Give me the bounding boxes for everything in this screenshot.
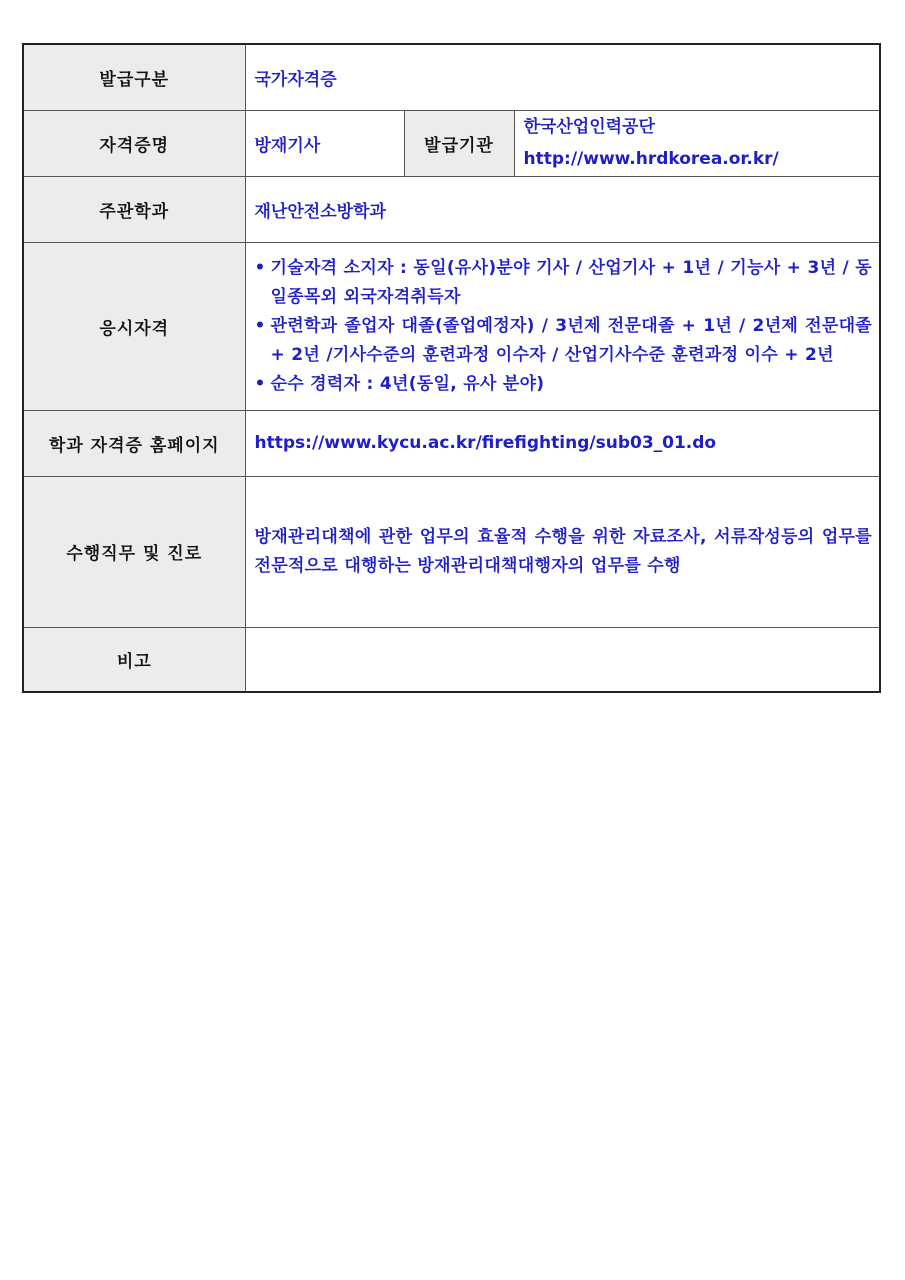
row-eligibility xyxy=(23,242,880,410)
department-label: 주관학과 xyxy=(23,176,245,242)
issuer-name: 한국산업인력공단 xyxy=(523,117,655,137)
issue-type-label: 발급구분 xyxy=(23,44,245,110)
issue-type-value: 국가자격증 xyxy=(245,44,880,110)
eligibility-item xyxy=(255,312,873,370)
department-value: 재난안전소방학과 xyxy=(245,176,880,242)
certificate-info-sheet xyxy=(22,43,879,693)
eligibility-list xyxy=(255,254,873,399)
issuer-cell xyxy=(514,110,880,176)
homepage-link[interactable]: https://www.kycu.ac.kr/firefighting/sub03_01.do xyxy=(245,410,880,476)
certificate-info-table xyxy=(22,43,881,693)
row-department xyxy=(23,176,880,242)
duties-label: 수행직무 및 진로 xyxy=(23,476,245,627)
eligibility-label: 응시자격 xyxy=(23,242,245,410)
issuer-url[interactable]: http://www.hrdkorea.or.kr/ xyxy=(523,149,779,169)
row-cert-name xyxy=(23,110,880,176)
cert-name-label: 자격증명 xyxy=(23,110,245,176)
eligibility-item-text: 관련학과 졸업자 대졸(졸업예정자) / 3년제 전문대졸 + 1년 / 2년제 전문대졸 + 2년 /기사수준의 훈련과정 이수자 / 산업기사수준 훈련과정 이수 + 2년 xyxy=(270,315,873,365)
homepage-label: 학과 자격증 홈페이지 xyxy=(23,410,245,476)
row-duties xyxy=(23,476,880,627)
duties-text: 방재관리대책에 관한 업무의 효율적 수행을 위한 자료조사, 서류작성등의 업무를 전문적으로 대행하는 방재관리대책대행자의 업무를 수행 xyxy=(254,526,873,576)
row-issue-type xyxy=(23,44,880,110)
eligibility-item-text: 순수 경력자 : 4년(동일, 유사 분야) xyxy=(270,373,545,394)
row-homepage xyxy=(23,410,880,476)
bullet-icon: • xyxy=(254,315,266,336)
eligibility-item xyxy=(255,370,873,399)
row-remarks xyxy=(23,627,880,692)
eligibility-item xyxy=(255,254,873,312)
duties-cell xyxy=(245,476,880,627)
bullet-icon: • xyxy=(254,257,266,278)
remarks-label: 비고 xyxy=(23,627,245,692)
bullet-icon: • xyxy=(254,373,266,394)
cert-name-value: 방재기사 xyxy=(245,110,404,176)
eligibility-item-text: 기술자격 소지자 : 동일(유사)분야 기사 / 산업기사 + 1년 / 기능사 + 3년 / 동일종목외 외국자격취득자 xyxy=(270,257,873,307)
eligibility-cell xyxy=(245,242,880,410)
issuer-label: 발급기관 xyxy=(404,110,514,176)
remarks-value xyxy=(245,627,880,692)
